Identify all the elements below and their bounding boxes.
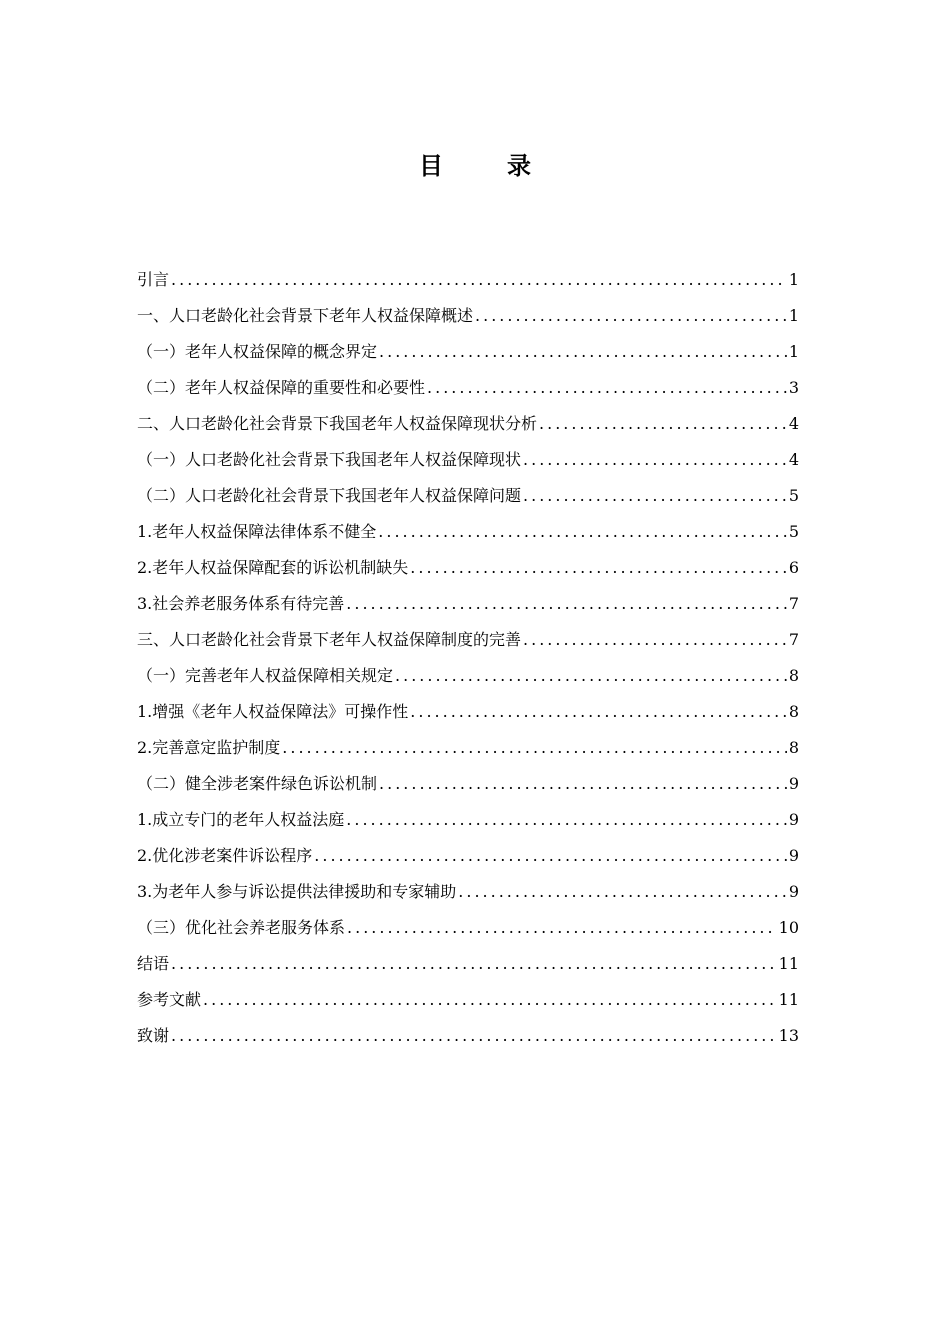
toc-page-number: 9 xyxy=(788,774,799,793)
toc-page-number: 9 xyxy=(788,882,799,901)
toc-page-number: 10 xyxy=(778,918,799,937)
toc-entry-text: （三）优化社会养老服务体系 xyxy=(137,918,346,937)
toc-page-number: 7 xyxy=(788,630,799,649)
toc-entry[interactable] xyxy=(137,586,799,622)
toc-leader-dots xyxy=(378,514,787,550)
toc-page-number: 1 xyxy=(788,270,799,289)
toc-page-number: 4 xyxy=(788,450,799,469)
toc-entry-text: 2.完善意定监护制度 xyxy=(137,738,281,757)
toc-leader-dots xyxy=(171,1018,777,1054)
toc-entry[interactable] xyxy=(137,334,799,370)
toc-entry[interactable] xyxy=(137,658,799,694)
toc-leader-dots xyxy=(523,622,787,658)
toc-leader-dots xyxy=(314,838,787,874)
toc-entry[interactable] xyxy=(137,262,799,298)
toc-entry[interactable] xyxy=(137,1018,799,1054)
toc-entry-text: 三、人口老龄化社会背景下老年人权益保障制度的完善 xyxy=(137,630,522,649)
toc-page-number: 11 xyxy=(778,990,799,1009)
toc-leader-dots xyxy=(410,694,787,730)
toc-entry[interactable] xyxy=(137,298,799,334)
toc-leader-dots xyxy=(475,298,787,334)
toc-title: 目 录 xyxy=(419,152,551,180)
toc-leader-dots xyxy=(523,442,787,478)
toc-entry[interactable] xyxy=(137,442,799,478)
toc-entry[interactable] xyxy=(137,622,799,658)
toc-entry-text: 1.成立专门的老年人权益法庭 xyxy=(137,810,345,829)
toc-entry[interactable] xyxy=(137,946,799,982)
toc-leader-dots xyxy=(379,766,787,802)
toc-page-number: 7 xyxy=(788,594,799,613)
toc-entry-text: 二、人口老龄化社会背景下我国老年人权益保障现状分析 xyxy=(137,414,538,433)
toc-leader-dots xyxy=(282,730,787,766)
toc-leader-dots xyxy=(427,370,787,406)
toc-entry-text: （一）完善老年人权益保障相关规定 xyxy=(137,666,394,685)
toc-entry-text: 1.老年人权益保障法律体系不健全 xyxy=(137,522,377,541)
toc-leader-dots xyxy=(379,334,787,370)
toc-leader-dots xyxy=(395,658,787,694)
toc-page-number: 13 xyxy=(778,1026,799,1045)
toc-entry-text: 结语 xyxy=(137,954,170,973)
toc-entry-text: 3.社会养老服务体系有待完善 xyxy=(137,594,345,613)
toc-entry[interactable] xyxy=(137,802,799,838)
toc-entry-text: 致谢 xyxy=(137,1026,170,1045)
toc-leader-dots xyxy=(171,262,787,298)
toc-page-number: 9 xyxy=(788,810,799,829)
toc-entry-text: 参考文献 xyxy=(137,990,202,1009)
toc-entry-text: 一、人口老龄化社会背景下老年人权益保障概述 xyxy=(137,306,474,325)
toc-entry[interactable] xyxy=(137,370,799,406)
toc-page-number: 8 xyxy=(788,702,799,721)
toc-entry[interactable] xyxy=(137,838,799,874)
toc-entry-text: 2.优化涉老案件诉讼程序 xyxy=(137,846,313,865)
toc-entry-text: （一）老年人权益保障的概念界定 xyxy=(137,342,378,361)
toc-entry-text: 引言 xyxy=(137,270,170,289)
toc-entry[interactable] xyxy=(137,910,799,946)
toc-entry[interactable] xyxy=(137,406,799,442)
toc-leader-dots xyxy=(458,874,787,910)
toc-entry[interactable] xyxy=(137,694,799,730)
toc-leader-dots xyxy=(346,802,787,838)
toc-entry-text: （一）人口老龄化社会背景下我国老年人权益保障现状 xyxy=(137,450,522,469)
toc-entry[interactable] xyxy=(137,766,799,802)
toc-entry-text: （二）人口老龄化社会背景下我国老年人权益保障问题 xyxy=(137,486,522,505)
toc-list xyxy=(137,262,799,1054)
toc-leader-dots xyxy=(346,586,787,622)
toc-entry[interactable] xyxy=(137,982,799,1018)
toc-page-number: 8 xyxy=(788,666,799,685)
toc-entry[interactable] xyxy=(137,550,799,586)
toc-page-number: 1 xyxy=(788,342,799,361)
toc-leader-dots xyxy=(410,550,787,586)
toc-page-number: 3 xyxy=(788,378,799,397)
toc-entry-text: 2.老年人权益保障配套的诉讼机制缺失 xyxy=(137,558,409,577)
toc-leader-dots xyxy=(203,982,777,1018)
toc-entry-text: （二）老年人权益保障的重要性和必要性 xyxy=(137,378,426,397)
toc-leader-dots xyxy=(171,946,777,982)
toc-page-number: 8 xyxy=(788,738,799,757)
toc-entry-text: 3.为老年人参与诉讼提供法律援助和专家辅助 xyxy=(137,882,457,901)
toc-entry-text: （二）健全涉老案件绿色诉讼机制 xyxy=(137,774,378,793)
toc-page-number: 1 xyxy=(788,306,799,325)
toc-page-number: 5 xyxy=(788,522,799,541)
toc-page-number: 9 xyxy=(788,846,799,865)
toc-entry-text: 1.增强《老年人权益保障法》可操作性 xyxy=(137,702,409,721)
toc-entry[interactable] xyxy=(137,478,799,514)
toc-page-number: 5 xyxy=(788,486,799,505)
toc-entry[interactable] xyxy=(137,514,799,550)
toc-page-number: 11 xyxy=(778,954,799,973)
toc-entry[interactable] xyxy=(137,730,799,766)
toc-page-number: 6 xyxy=(788,558,799,577)
toc-leader-dots xyxy=(523,478,787,514)
toc-entry[interactable] xyxy=(137,874,799,910)
toc-leader-dots xyxy=(347,910,777,946)
toc-leader-dots xyxy=(539,406,787,442)
toc-page-number: 4 xyxy=(788,414,799,433)
